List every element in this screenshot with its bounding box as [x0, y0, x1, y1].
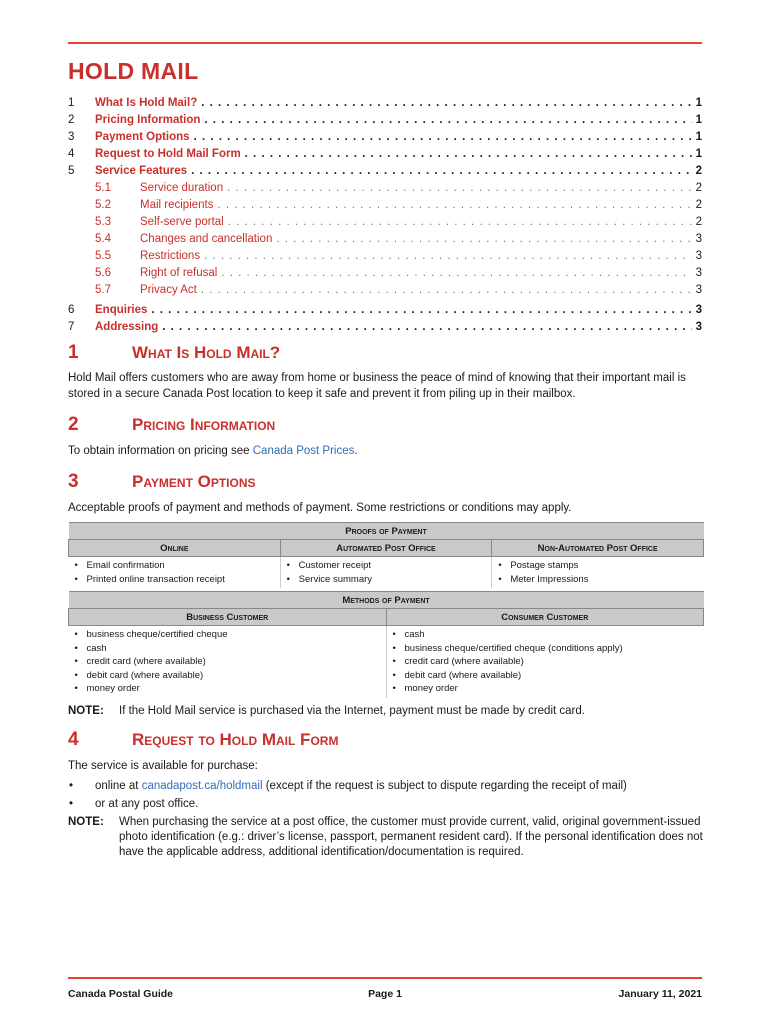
section-4-heading: [68, 729, 338, 751]
toc-page: 3: [695, 267, 702, 279]
toc-page: 2: [695, 216, 702, 228]
toc-leader: [201, 97, 691, 109]
automated-cell: [280, 557, 492, 589]
purchase-option-online: [68, 780, 627, 792]
bullet-text-end: (except if the request is subject to dispute regarding the receipt of mail): [262, 780, 627, 792]
toc-entry[interactable]: [68, 321, 702, 338]
note-text: If the Hold Mail service is purchased via the Internet, payment must be made by credit card.: [119, 705, 585, 717]
online-cell: [69, 557, 281, 589]
toc-leader: [228, 216, 692, 228]
toc-number: 5.3: [95, 216, 111, 228]
toc-entry[interactable]: [68, 97, 702, 114]
toc-page: 3: [695, 233, 702, 245]
section-2-body: [68, 443, 708, 459]
pricing-text-end: .: [354, 445, 358, 457]
payment-note: [68, 704, 704, 719]
section-1-body: Hold Mail offers customers who are away from home or business the peace of mind of knowing that their important mail is stored in a secure Canada Post location to keep it safe and prevent it from piling up in their mailbox.: [68, 372, 686, 400]
toc-leader: [245, 148, 692, 160]
identification-note: [68, 815, 704, 860]
bullet-text: or at any post office.: [95, 798, 199, 810]
toc-label: Restrictions: [140, 250, 201, 262]
proofs-header: Proofs of Payment: [69, 523, 704, 540]
bullet-text-start: online at: [95, 780, 142, 792]
list-item: • cash: [73, 642, 382, 656]
toc-label: Privacy Act: [140, 284, 197, 296]
toc-entry[interactable]: [68, 216, 702, 233]
col-automated: Automated Post Office: [280, 540, 492, 557]
toc-number: 5.1: [95, 182, 111, 194]
pricing-text: To obtain information on pricing see: [68, 445, 253, 457]
toc-page: 1: [695, 131, 702, 143]
toc-number: 1: [68, 97, 75, 109]
col-business: Business Customer: [69, 609, 387, 626]
bullet-text: [95, 780, 627, 792]
toc-entry[interactable]: [68, 182, 702, 199]
list-item: • Customer receipt: [285, 559, 488, 573]
consumer-cell: [386, 626, 704, 698]
toc-page: 3: [695, 321, 702, 333]
toc-entry[interactable]: [68, 114, 702, 131]
toc-label: Request to Hold Mail Form: [95, 148, 241, 160]
section-number: 3: [68, 471, 79, 492]
toc-entry[interactable]: [68, 304, 702, 321]
note-text: When purchasing the service at a post office, the customer must provide current, valid, original government-issued photo identification (e.g.: driver’s license, passport, permanent resident card). If the personal identification does not have the applicable address, additional identification/documentation is required.: [119, 816, 703, 858]
section-4-intro: The service is available for purchase:: [68, 760, 258, 772]
list-item: • credit card (where available): [391, 655, 700, 669]
toc-page: 2: [695, 182, 702, 194]
bullet-icon: •: [69, 780, 74, 792]
toc-leader: [204, 250, 692, 262]
table-of-contents: [68, 97, 702, 338]
business-cell: [69, 626, 387, 698]
section-1-heading: [68, 342, 280, 364]
toc-number: 4: [68, 148, 75, 160]
toc-page: 2: [695, 199, 702, 211]
list-item: • money order: [73, 682, 382, 696]
list-item: • Meter Impressions: [496, 573, 699, 587]
col-consumer: Consumer Customer: [386, 609, 704, 626]
non-automated-cell: [492, 557, 704, 589]
toc-label: Service Features: [95, 165, 188, 177]
toc-entry[interactable]: [68, 131, 702, 148]
list-item: • Email confirmation: [73, 559, 276, 573]
methods-header: Methods of Payment: [69, 592, 704, 609]
toc-number: 5.6: [95, 267, 111, 279]
toc-label: Addressing: [95, 321, 159, 333]
toc-page: 2: [695, 165, 702, 177]
toc-label: What Is Hold Mail?: [95, 97, 198, 109]
bullet-icon: •: [69, 798, 74, 810]
toc-label: Service duration: [140, 182, 224, 194]
toc-page: 1: [695, 97, 702, 109]
toc-entry[interactable]: [68, 284, 702, 301]
note-label: NOTE:: [68, 705, 104, 717]
toc-leader: [162, 321, 691, 333]
toc-label: Changes and cancellation: [140, 233, 273, 245]
toc-leader: [218, 199, 692, 211]
toc-leader: [194, 131, 692, 143]
toc-number: 5.7: [95, 284, 111, 296]
toc-label: Enquiries: [95, 304, 148, 316]
holdmail-link[interactable]: canadapost.ca/holdmail: [141, 780, 263, 792]
list-item: • business cheque/certified cheque (conditions apply): [391, 642, 700, 656]
toc-page: 1: [695, 148, 702, 160]
toc-number: 7: [68, 321, 75, 333]
toc-number: 3: [68, 131, 75, 143]
footer-page-number: Page 1: [368, 988, 402, 1000]
toc-number: 2: [68, 114, 75, 126]
section-number: 2: [68, 414, 79, 435]
toc-number: 5.2: [95, 199, 111, 211]
footer-rule: [68, 977, 702, 979]
toc-leader: [201, 284, 692, 296]
toc-page: 3: [695, 250, 702, 262]
section-2-heading: [68, 414, 275, 436]
col-non-automated: Non-Automated Post Office: [492, 540, 704, 557]
toc-page: 1: [695, 114, 702, 126]
page-title: HOLD MAIL: [68, 58, 199, 84]
section-3-heading: [68, 471, 256, 493]
toc-leader: [191, 165, 692, 177]
toc-leader: [221, 267, 691, 279]
section-number: 1: [68, 342, 79, 363]
list-item: • business cheque/certified cheque: [73, 628, 382, 642]
section-title: Request to Hold Mail Form: [132, 730, 339, 749]
header-rule: [68, 42, 702, 44]
footer-date: January 11, 2021: [618, 988, 702, 1000]
section-title: Pricing Information: [132, 415, 276, 434]
proofs-of-payment-table: [68, 522, 704, 588]
toc-entry[interactable]: [68, 267, 702, 284]
toc-entry[interactable]: [68, 199, 702, 216]
list-item: • Printed online transaction receipt: [73, 573, 276, 587]
toc-entry[interactable]: [68, 250, 702, 267]
section-title: What Is Hold Mail?: [132, 343, 281, 362]
toc-number: 5: [68, 165, 75, 177]
toc-label: Self-serve portal: [140, 216, 224, 228]
list-item: • debit card (where available): [391, 669, 700, 683]
toc-leader: [276, 233, 691, 245]
list-item: • debit card (where available): [73, 669, 382, 683]
list-item: • Service summary: [285, 573, 488, 587]
section-number: 4: [68, 729, 79, 750]
toc-label: Right of refusal: [140, 267, 218, 279]
toc-leader: [204, 114, 691, 126]
list-item: • Postage stamps: [496, 559, 699, 573]
methods-of-payment-table: [68, 591, 704, 698]
list-item: • money order: [391, 682, 700, 696]
toc-label: Pricing Information: [95, 114, 201, 126]
col-online: Online: [69, 540, 281, 557]
toc-number: 5.4: [95, 233, 111, 245]
canada-post-prices-link[interactable]: Canada Post Prices: [252, 445, 355, 457]
toc-leader: [151, 304, 691, 316]
section-title: Payment Options: [132, 472, 256, 491]
footer-guide-name: Canada Postal Guide: [68, 988, 174, 1000]
purchase-option-post-office: [68, 798, 198, 810]
toc-leader: [227, 182, 691, 194]
note-label: NOTE:: [68, 816, 104, 828]
section-3-intro: Acceptable proofs of payment and methods of payment. Some restrictions or conditions may apply.: [68, 502, 572, 514]
toc-number: 5.5: [95, 250, 111, 262]
toc-entry[interactable]: [68, 233, 702, 250]
toc-number: 6: [68, 304, 75, 316]
toc-label: Mail recipients: [140, 199, 214, 211]
toc-page: 3: [695, 304, 702, 316]
toc-entry[interactable]: [68, 148, 702, 165]
list-item: • cash: [391, 628, 700, 642]
toc-entry[interactable]: [68, 165, 702, 182]
toc-label: Payment Options: [95, 131, 190, 143]
list-item: • credit card (where available): [73, 655, 382, 669]
toc-page: 3: [695, 284, 702, 296]
